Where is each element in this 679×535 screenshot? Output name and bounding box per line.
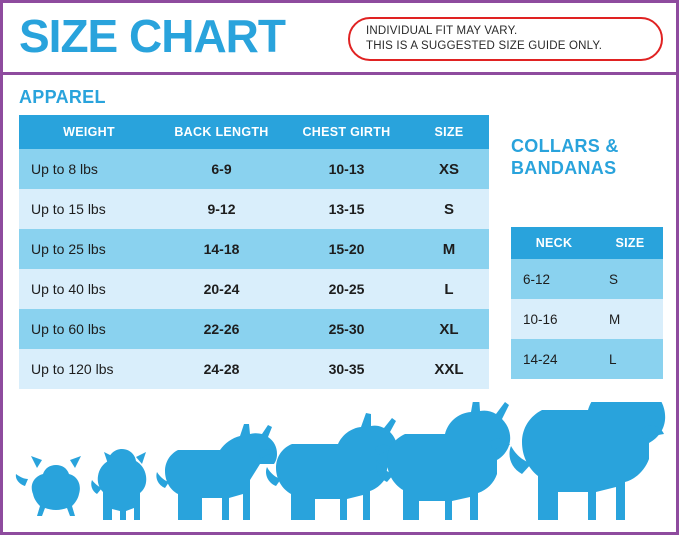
collars-header-row [511, 227, 663, 259]
collars-col-size: SIZE [597, 227, 663, 259]
apparel-header-row [19, 115, 489, 149]
apparel-size: M [409, 229, 489, 269]
apparel-col-back-length: BACK LENGTH [159, 115, 284, 149]
apparel-back-length: 20-24 [159, 269, 284, 309]
apparel-table [19, 115, 489, 389]
apparel-size: XXL [409, 349, 489, 389]
dog-silhouette-xxl [509, 402, 665, 520]
apparel-back-length: 22-26 [159, 309, 284, 349]
apparel-chest-girth: 15-20 [284, 229, 409, 269]
dog-silhouette-xs [16, 456, 81, 516]
disclaimer-line-2: THIS IS A SUGGESTED SIZE GUIDE ONLY. [366, 40, 603, 52]
disclaimer-line-1: INDIVIDUAL FIT MAY VARY. [366, 25, 518, 37]
dog-silhouettes-illustration [3, 402, 676, 532]
apparel-chest-girth: 25-30 [284, 309, 409, 349]
apparel-weight: Up to 8 lbs [19, 149, 159, 189]
table-row [19, 189, 489, 229]
apparel-chest-girth: 10-13 [284, 149, 409, 189]
dog-silhouette-s [91, 449, 146, 520]
apparel-size: XS [409, 149, 489, 189]
apparel-col-size: SIZE [409, 115, 489, 149]
disclaimer-callout [348, 17, 663, 61]
apparel-weight: Up to 25 lbs [19, 229, 159, 269]
table-row [511, 259, 663, 299]
table-row [19, 349, 489, 389]
apparel-weight: Up to 15 lbs [19, 189, 159, 229]
table-row [19, 229, 489, 269]
apparel-section-label: APPAREL [19, 87, 106, 107]
collars-col-neck: NECK [511, 227, 597, 259]
apparel-back-length: 6-9 [159, 149, 284, 189]
table-row [19, 309, 489, 349]
collars-label-line-2: BANDANAS [511, 158, 617, 178]
collars-neck: 14-24 [511, 339, 597, 379]
apparel-size: S [409, 189, 489, 229]
table-row [19, 149, 489, 189]
collars-section-label [511, 135, 619, 179]
collars-neck: 10-16 [511, 299, 597, 339]
apparel-chest-girth: 20-25 [284, 269, 409, 309]
table-row [511, 339, 663, 379]
apparel-back-length: 9-12 [159, 189, 284, 229]
collars-size: M [597, 299, 663, 339]
header [3, 3, 676, 75]
collars-size: S [597, 259, 663, 299]
dog-silhouette-m [156, 424, 277, 520]
apparel-col-weight: WEIGHT [19, 115, 159, 149]
collars-label-line-1: COLLARS & [511, 136, 619, 156]
apparel-weight: Up to 120 lbs [19, 349, 159, 389]
apparel-weight: Up to 60 lbs [19, 309, 159, 349]
table-row [19, 269, 489, 309]
content [3, 75, 676, 532]
dog-silhouette-xl [376, 402, 510, 520]
page-title: SIZE CHART [19, 10, 285, 62]
apparel-back-length: 14-18 [159, 229, 284, 269]
apparel-back-length: 24-28 [159, 349, 284, 389]
apparel-size: XL [409, 309, 489, 349]
apparel-chest-girth: 13-15 [284, 189, 409, 229]
collars-size: L [597, 339, 663, 379]
apparel-size: L [409, 269, 489, 309]
table-row [511, 299, 663, 339]
collars-table [511, 227, 663, 379]
apparel-weight: Up to 40 lbs [19, 269, 159, 309]
apparel-col-chest-girth: CHEST GIRTH [284, 115, 409, 149]
apparel-chest-girth: 30-35 [284, 349, 409, 389]
collars-neck: 6-12 [511, 259, 597, 299]
